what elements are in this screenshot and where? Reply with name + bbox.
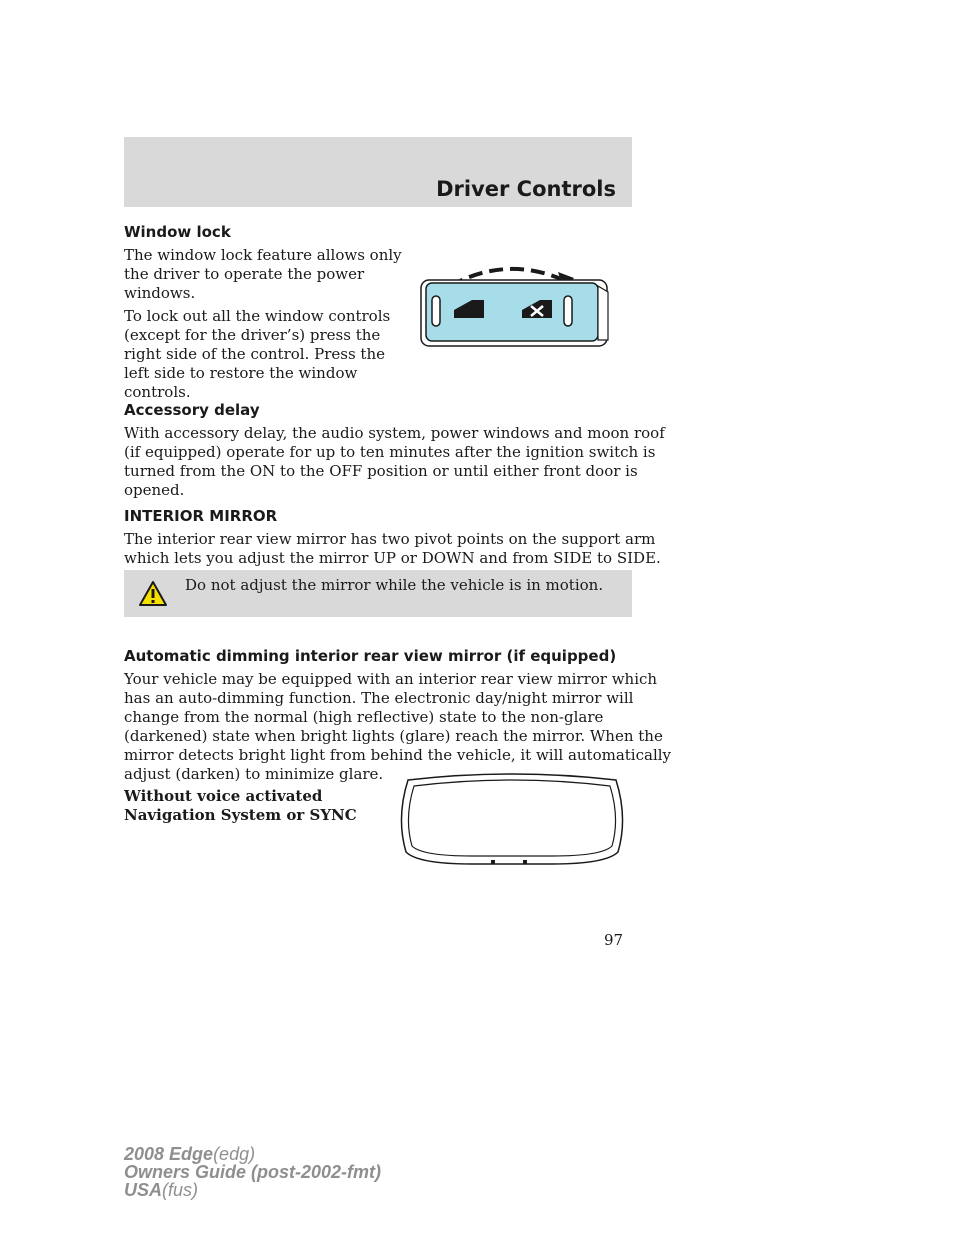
rear-view-mirror-illustration — [392, 768, 632, 868]
interior-mirror-heading: INTERIOR MIRROR — [124, 507, 278, 525]
footer-guide: Owners Guide (post-2002-fmt) — [124, 1162, 382, 1182]
header-band — [124, 137, 632, 207]
page-number: 97 — [604, 931, 624, 949]
warning-box — [124, 570, 632, 617]
interior-mirror-text: The interior rear view mirror has two pivot points on the support arm which lets you adjust the mirror UP or DOWN and from SIDE to SIDE. — [124, 530, 661, 567]
window-lock-heading: Window lock — [124, 223, 231, 241]
auto-dimming-heading: Automatic dimming interior rear view mirror (if equipped) — [124, 647, 617, 665]
accessory-delay-heading: Accessory delay — [124, 401, 260, 419]
footer — [124, 1145, 381, 1199]
auto-dimming-text: Your vehicle may be equipped with an interior rear view mirror which has an auto-dimming function. The electronic day/night mirror will change from the normal (high reflective) state to the non-glare (darkened) state when bright lights (glare) reach the mirror. When the mirror detects bright light from behind the vehicle, it will automatically adjust (darken) to minimize glare. — [124, 670, 672, 783]
window-lock-switch-illustration — [418, 258, 618, 350]
warning-text: Do not adjust the mirror while the vehicle is in motion. — [185, 576, 604, 594]
auto-dimming-subheading: Without voice activated Navigation System or SYNC — [124, 787, 357, 824]
footer-model-code: (edg) — [213, 1144, 256, 1164]
accessory-delay-text: With accessory delay, the audio system, power windows and moon roof (if equipped) operate for up to ten minutes after the ignition switch is turned from the ON to the OFF position or until either front door is opened. — [124, 424, 665, 499]
footer-model: 2008 Edge — [124, 1144, 214, 1164]
section-title: Driver Controls — [436, 177, 616, 201]
footer-market: USA — [124, 1180, 163, 1200]
window-lock-para2: To lock out all the window controls (except for the driver’s) press the right side of the control. Press the left side to restore the window controls. — [124, 307, 391, 401]
warning-icon — [138, 580, 168, 607]
footer-market-code: (fus) — [162, 1180, 199, 1200]
window-lock-para1: The window lock feature allows only the driver to operate the power windows. — [124, 246, 402, 302]
